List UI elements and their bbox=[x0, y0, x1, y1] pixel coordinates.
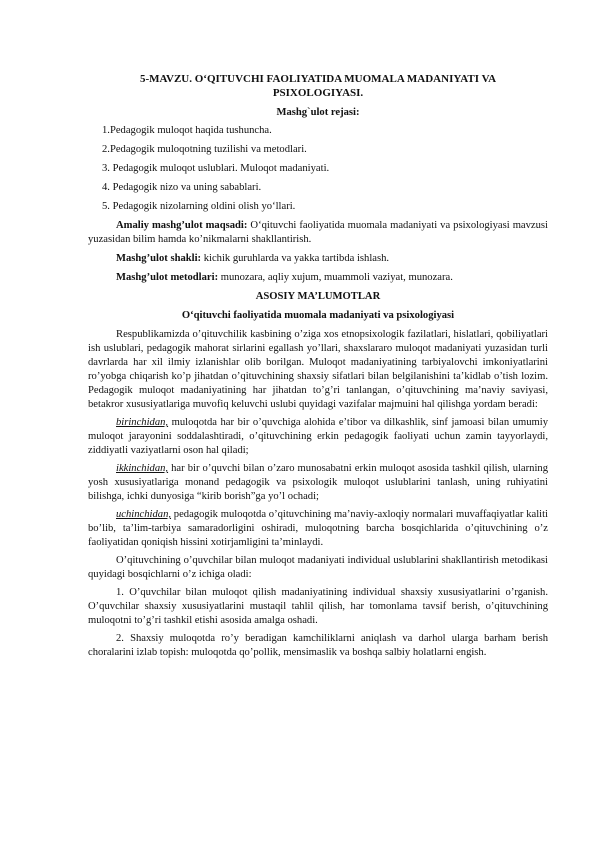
body-paragraph: 2. Shaxsiy muloqotda ro’y beradigan kamchiliklarni aniqlash va darhol ularga barham berish choralarini izlab topish: muloqotda qo’pollik, mensimaslik va boshqa salbiy holatlarni engish. bbox=[88, 633, 548, 658]
plan-item: 4. Pedagogik nizo va uning sabablari. bbox=[102, 182, 262, 193]
plan-list bbox=[88, 124, 548, 214]
plan-item: 3. Pedagogik muloqot uslublari. Muloqot madaniyati. bbox=[102, 163, 330, 174]
paragraph-text: har bir o’quvchi bilan o’zaro munosabatni erkin muloqot asosida tashkil qilish, ularning yosh xususiyatlariga monand pedagogik va psixologik muloqot uslublarini tanlash, uning ruhiyatini bilishga, ichki dunyosiga “kirib borish”ga yo’l ochadi; bbox=[88, 463, 548, 502]
plan-item: 2.Pedagogik muloqotning tuzilishi va metodlari. bbox=[102, 144, 307, 155]
plan-item: 5. Pedagogik nizolarning oldini olish yo‘llari. bbox=[102, 201, 296, 212]
body-paragraph bbox=[88, 462, 548, 504]
paragraph-lead: ikkinchidan, bbox=[116, 463, 169, 474]
goal-label: Amaliy mashg’ulot maqsadi: bbox=[116, 220, 248, 231]
goal-text: O‘qituvchi faoliyatida muomala madaniyati va psixologiyasi mavzusi yuzasidan bilim hamda ko’nikmalarni shakllantirish. bbox=[88, 220, 548, 245]
body-paragraph bbox=[88, 416, 548, 458]
paragraph-lead: birinchidan, bbox=[116, 417, 169, 428]
plan-heading: Mashg`ulot rejasi: bbox=[276, 107, 360, 118]
paragraph-text: muloqotda har bir o’quvchiga alohida e’tibor va dilkashlik, sinf jamoasi bilan umumiy muloqot jarayonini soddalashtiradi, o’qituvchining erkin pedagogik faoliyati uchun zamin tayyorlaydi, ziddiyatli vaziyatlarni oson hal qiladi; bbox=[88, 417, 548, 456]
goal-paragraph bbox=[88, 219, 548, 247]
body-paragraph: Respublikamizda o’qituvchilik kasbining o’ziga xos etnopsixologik fazilatlari, hislatlari, qobiliyatlari ish uslublari, pedagogik mahorat sirlarini egallash yo’llari, shaxslararo muloqot madaniyati yuzasidan turli davrlarda har xil ilmiy izlanishlar olib borilgan. Muloqot madaniyatining tarbiyalovchi imkoniyatlarini ro’yobga chiqarish ko’p jihatdan o’qituvchining shaxsiy sifatlari bilan belgilanishini ta’kidlab o’tish lozim. Pedagogik muloqot madaniyatining har jihatdan to’g’ri tanlangan, o’qituvchining ma’naviy saviyasi, betakror xususiyatlariga muvofiq keluvchi uslubi quyidagi vazifalar majmuini hal qilishga yordam beradi: bbox=[88, 329, 548, 410]
subsection-heading: O‘qituvchi faoliyatida muomala madaniyati va psixologiyasi bbox=[181, 310, 455, 321]
form-label: Mashg’ulot shakli: bbox=[116, 253, 202, 264]
body-paragraph: O’qituvchining o’quvchilar bilan muloqot madaniyati individual uslublarini shakllantirish metodikasi quyidagi bosqichlarni o’z ichiga oladi: bbox=[88, 555, 548, 580]
methods-text: munozara, aqliy xujum, muammoli vaziyat, munozara. bbox=[218, 272, 453, 283]
section-heading: ASOSIY MA’LUMOTLAR bbox=[255, 291, 381, 302]
body-paragraph: 1. O’quvchilar bilan muloqot qilish madaniyatining individual shaxsiy xususiyatlarini o’rganish. O’quvchilar shaxsiy xususiyatlarini mustaqil tahlil qilish, har tomonlama tavsif berish, o’qituvchining muloqotni to’g’ri tashkil etishi asosida amalga oshadi. bbox=[88, 587, 548, 626]
methods-label: Mashg’ulot metodlari: bbox=[116, 272, 219, 283]
form-paragraph bbox=[88, 252, 548, 266]
plan-item: 1.Pedagogik muloqot haqida tushuncha. bbox=[102, 125, 272, 136]
paragraph-text: pedagogik muloqotda o’qituvchining ma’naviy-axloqiy normalari muvaffaqiyatlar kaliti bo’lib, ta’lim-tarbiya samaradorligini oshiradi, muloqotning barcha bosqichlarida o’qituvchining o’z faoliyatidan qoniqish hissini xotirjamligini ta’minlaydi. bbox=[88, 509, 548, 548]
body-paragraph bbox=[88, 508, 548, 550]
document-title: 5-MAVZU. O‘QITUVCHI FAOLIYATIDA MUOMALA MADANIYATI VA PSIXOLOGIYASI. bbox=[139, 73, 497, 99]
paragraph-lead: uchinchidan, bbox=[116, 509, 172, 520]
form-text: kichik guruhlarda va yakka tartibda ishlash. bbox=[201, 253, 390, 264]
methods-paragraph bbox=[88, 271, 548, 285]
